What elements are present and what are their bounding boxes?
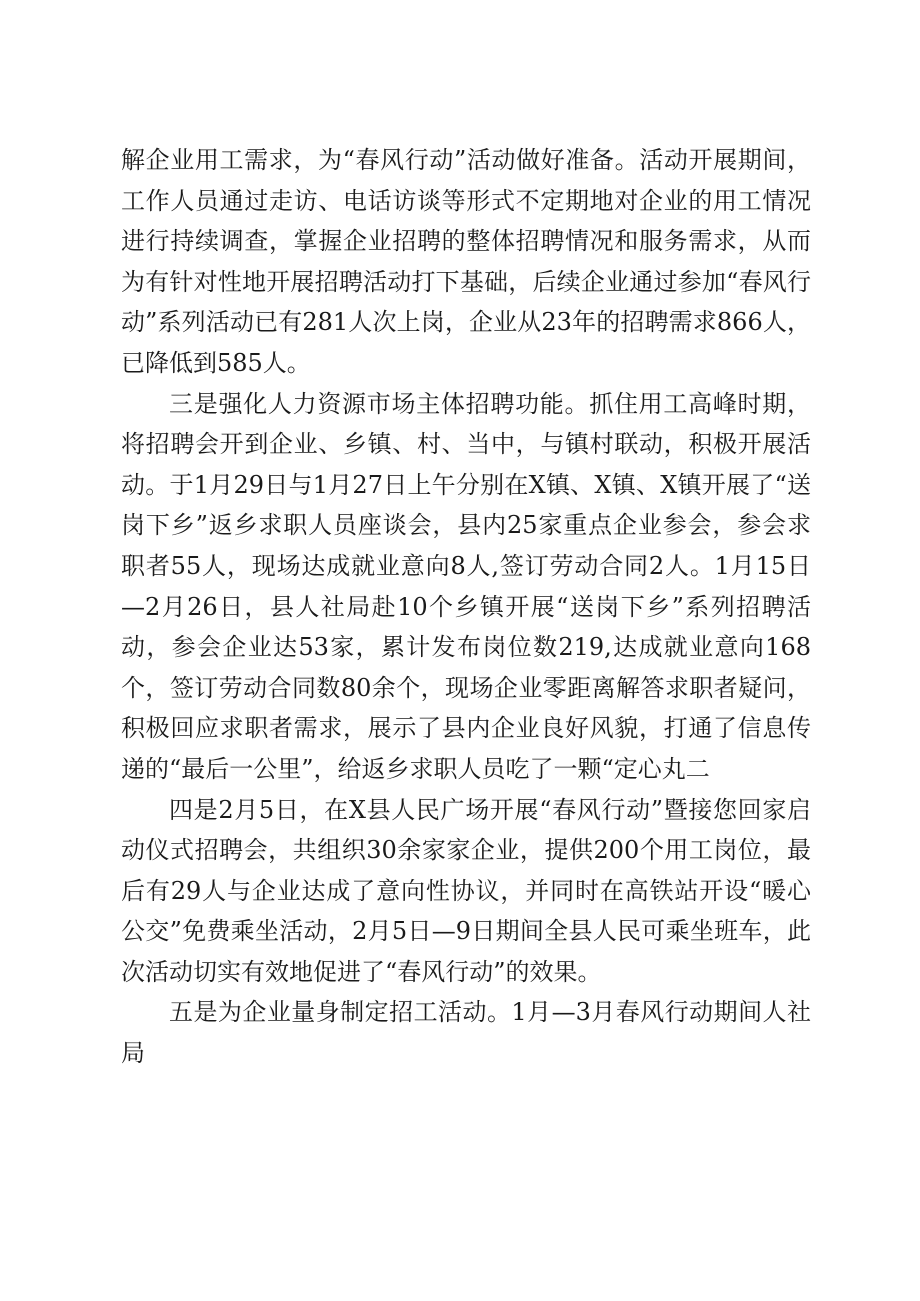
paragraph-employment-survey: 解企业用工需求，为“春风行动”活动做好准备。活动开展期间，工作人员通过走访、电话访谈等形式不定期地对企业的用工情况进行持续调查，掌握企业招聘的整体招聘情况和服务需求，从而为有针对性地开展招聘活动打下基础，后续企业通过参加“春风行动”系列活动已有281人次上岗，企业从23年的招聘需求866人，已降低到585人。 [121, 146, 811, 377]
document-body [121, 140, 811, 1074]
paragraph-spring-launch-fair: 四是2月5日，在X县人民广场开展“春风行动”暨接您回家启动仪式招聘会，共组织30余家家企业，提供200个用工岗位，最后有29人与企业达成了意向性协议，并同时在高铁站开设“暖心公交”免费乘坐活动，2月5日—9日期间全县人民可乘坐班车，此次活动切实有效地促进了“春风行动”的效果。 [121, 795, 811, 986]
paragraph-recruitment-function: 三是强化人力资源市场主体招聘功能。抓住用工高峰时期，将招聘会开到企业、乡镇、村、当中，与镇村联动，积极开展活动。于1月29日与1月27日上午分别在X镇、X镇、X镇开展了“送岗下乡”返乡求职人员座谈会，县内25家重点企业参会，参会求职者55人，现场达成就业意向8人,签订劳动合同2人。1月15日—2月26日，县人社局赴10个乡镇开展“送岗下乡”系列招聘活动，参会企业达53家，累计发布岗位数219,达成就业意向168个，签订劳动合同数80余个，现场企业零距离解答求职者疑问，积极回应求职者需求，展示了县内企业良好风貌，打通了信息传递的“最后一公里”，给返乡求职人员吃了一颗“定心丸二 [121, 389, 811, 783]
paragraph-tailored-recruitment: 五是为企业量身制定招工活动。1月—3月春风行动期间人社局 [121, 998, 811, 1068]
